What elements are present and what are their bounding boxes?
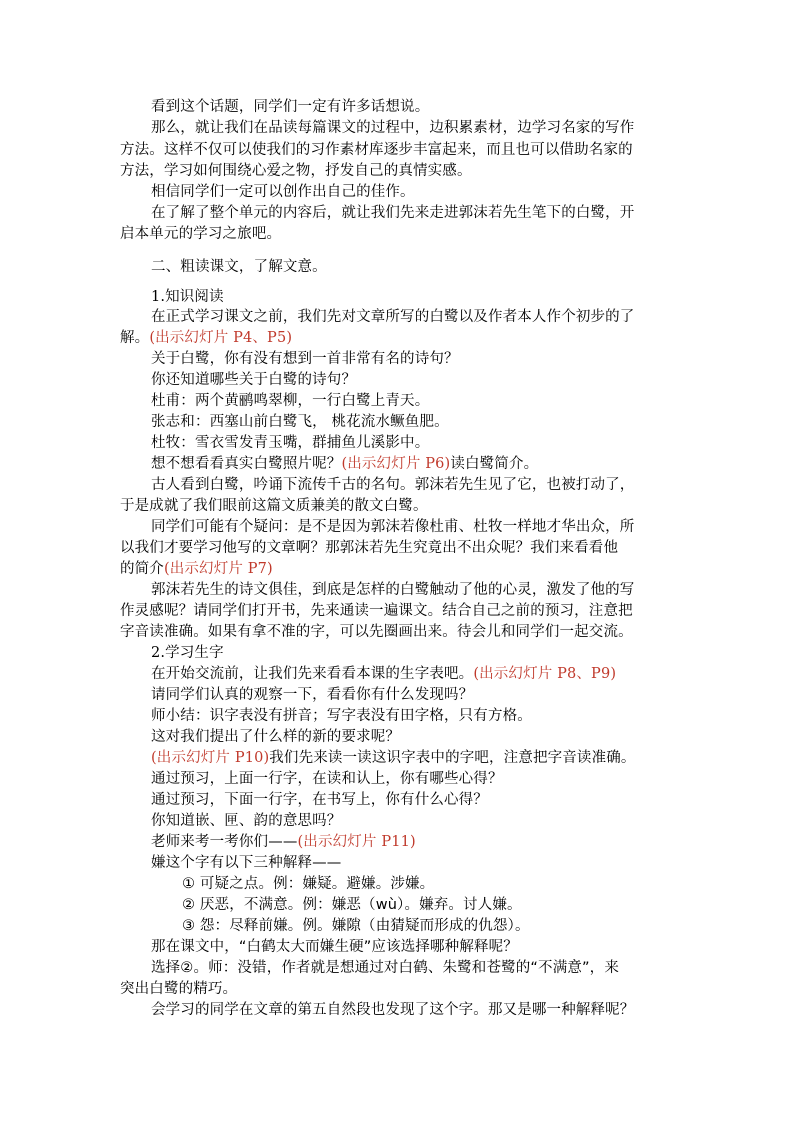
paragraph-question-1: 关于白鹭，你有没有想到一首非常有名的诗句？ (151, 351, 459, 367)
paragraph-summary: 师小结：识字表没有拼音；写字表没有田字格，只有方格。 (151, 708, 532, 724)
paragraph-ancients-1: 古人看到白鹭，吟诵下流传千古的名句。郭沫若先生见了它，也被打动了， (151, 477, 635, 493)
paragraph-photo (151, 454, 711, 474)
paragraph-ancients-2: 于是成就了我们眼前这篇文质兼美的散文白鹭。 (120, 498, 428, 514)
paragraph-read-chars (151, 748, 711, 768)
paragraph-method-3: 方法，学习如何围绕心爱之物，抒发自己的真情实感。 (120, 163, 472, 179)
paragraph-read-3: 字音读准确。如果有拿不准的字，可以先圈画出来。待会儿和同学们一起交流。 (120, 624, 633, 640)
paragraph-prestudy-1: 在正式学习课文之前，我们先对文章所写的白鹭以及作者本人作个初步的了 (151, 309, 635, 325)
slide-note: (出示幻灯片 P4、P5) (149, 330, 293, 346)
paragraph-intro: 看到这个话题，同学们一定有许多话想说。 (151, 99, 430, 115)
paragraph-upper-row: 通过预习，上面一行字，在读和认上，你有哪些心得？ (151, 771, 503, 787)
subsection-heading-1: 1.知识阅读 (151, 289, 224, 305)
poem-line-zhang-zhihe: 张志和：西塞山前白鹭飞， 桃花流水鳜鱼肥。 (151, 414, 449, 430)
slide-note: (出示幻灯片 P10) (151, 750, 270, 766)
paragraph-fifth-section: 会学习的同学在文章的第五自然段也发现了这个字。那又是哪一种解释呢？ (151, 1002, 635, 1018)
paragraph-answer-1: 选择②。师：没错，作者就是想通过对白鹤、朱鹭和苍鹭的“不满意”，来 (151, 960, 619, 976)
subsection-heading-2: 2.学习生字 (151, 645, 224, 661)
paragraph-doubt-2: 以我们才要学习他写的文章啊？那郭沫若先生究竟出不出众呢？我们来看看他 (120, 540, 619, 556)
text: 在开始交流前，让我们先来看看本课的生字表吧。 (151, 666, 474, 682)
paragraph-read-1: 郭沫若先生的诗文俱佳，到底是怎样的白鹭触动了他的心灵，激发了他的写 (151, 582, 635, 598)
paragraph-requirement: 这对我们提出了什么样的新的要求呢？ (151, 729, 401, 745)
meaning-option-1: ① 可疑之点。例：嫌疑。避嫌。涉嫌。 (182, 876, 435, 892)
text: 读白鹭简介。 (450, 456, 539, 472)
paragraph-read-2: 作灵感呢？请同学们打开书，先来通读一遍课文。结合自己之前的预习，注意把 (120, 603, 633, 619)
paragraph-start-1: 在了解了整个单元的内容后，就让我们先来走进郭沫若先生笔下的白鹭，开 (151, 205, 635, 221)
paragraph-question-2: 你还知道哪些关于白鹭的诗句？ (151, 372, 357, 388)
text: 的简介 (120, 561, 164, 577)
meaning-option-2: ② 厌恶，不满意。例：嫌恶（wù）。嫌弃。讨人嫌。 (182, 897, 522, 913)
slide-note: (出示幻灯片 P7) (163, 561, 273, 577)
paragraph-choose: 那在课文中，“白鹤太大而嫌生硬”应该选择哪种解释呢？ (151, 939, 518, 955)
slide-note: (出示幻灯片 P11) (297, 834, 416, 850)
meaning-option-3: ③ 怨：尽释前嫌。例。嫌隙（由猜疑而形成的仇怨）。 (182, 918, 530, 934)
paragraph-quiz (151, 832, 711, 852)
paragraph-meaning: 你知道嵌、匣、韵的意思吗？ (151, 813, 342, 829)
paragraph-char-table (151, 664, 711, 684)
text: 我们先来读一读这识字表中的字吧，注意把字音读准确。 (269, 750, 636, 766)
text: 想不想看看真实白鹭照片呢？ (151, 456, 342, 472)
paragraph-encourage: 相信同学们一定可以创作出自己的佳作。 (151, 184, 415, 200)
section-heading: 二、粗读课文，了解文意。 (151, 259, 327, 275)
poem-line-du-mu: 杜牧：雪衣雪发青玉嘴，群捕鱼儿溪影中。 (151, 435, 430, 451)
paragraph-method-1: 那么，就让我们在品读每篇课文的过程中，边积累素材，边学习名家的写作 (151, 120, 635, 136)
paragraph-doubt-3 (120, 559, 710, 579)
slide-note: (出示幻灯片 P8、P9) (473, 666, 617, 682)
poem-line-du-fu: 杜甫：两个黄鹂鸣翠柳，一行白鹭上青天。 (151, 393, 430, 409)
paragraph-lower-row: 通过预习，下面一行字，在书写上，你有什么心得？ (151, 792, 488, 808)
paragraph-observe: 请同学们认真的观察一下，看看你有什么发现吗？ (151, 687, 474, 703)
paragraph-method-2: 方法。这样不仅可以使我们的习作素材库逐步丰富起来，而且也可以借助名家的 (120, 142, 633, 158)
paragraph-prestudy-2 (120, 328, 710, 348)
paragraph-answer-2: 突出白鹭的精巧。 (120, 981, 238, 997)
paragraph-three-meanings: 嫌这个字有以下三种解释—— (151, 855, 342, 871)
paragraph-start-2: 启本单元的学习之旅吧。 (120, 226, 282, 242)
text: 解。 (120, 330, 150, 346)
text: 老师来考一考你们—— (151, 834, 298, 850)
paragraph-doubt-1: 同学们可能有个疑问：是不是因为郭沫若像杜甫、杜牧一样地才华出众，所 (151, 519, 635, 535)
slide-note: (出示幻灯片 P6) (341, 456, 451, 472)
